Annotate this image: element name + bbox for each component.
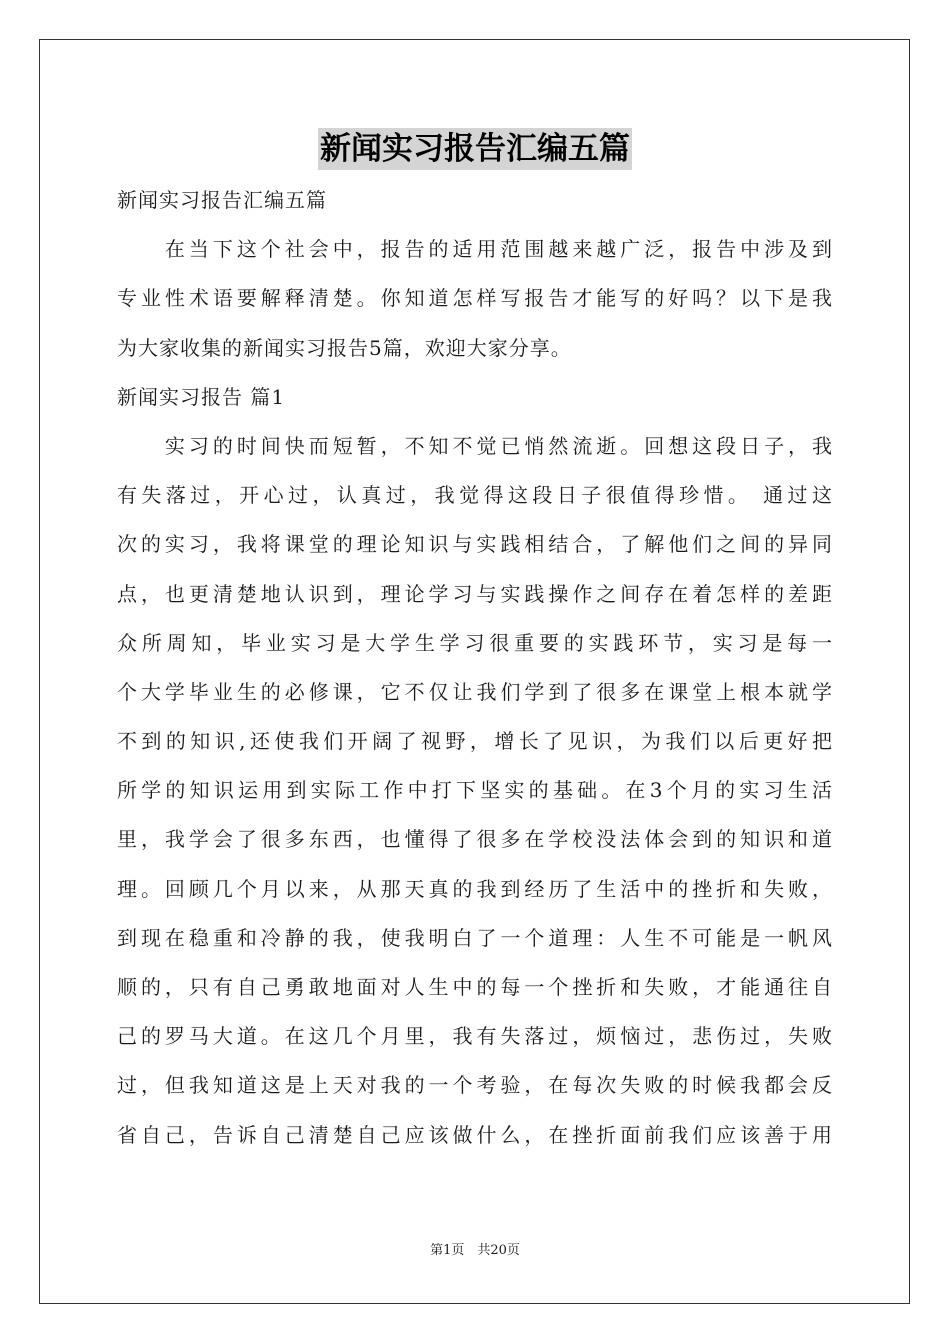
text-line: 里，我学会了很多东西，也懂得了很多在学校没法体会到的知识和道 — [117, 827, 833, 852]
text-line: 新闻实习报告 篇1 — [117, 384, 286, 409]
text-line: 新闻实习报告汇编五篇 — [117, 188, 327, 212]
text-line: 过，但我知道这是上天对我的一个考验，在每次失败的时候我都会反 — [117, 1073, 833, 1098]
text-line: 理。回顾几个月以来，从那天真的我到经历了生活中的挫折和失败， — [117, 876, 833, 901]
text-line: 不到的知识,还使我们开阔了视野，增长了见识，为我们以后更好把 — [117, 729, 833, 754]
text-line: 有失落过，开心过，认真过，我觉得这段日子很值得珍惜。 通过这 — [117, 483, 833, 508]
text-line: 为大家收集的新闻实习报告5篇，欢迎大家分享。 — [117, 335, 572, 360]
text-line: 在当下这个社会中，报告的适用范围越来越广泛，报告中涉及到 — [117, 237, 833, 262]
text-line: 个大学毕业生的必修课，它不仅让我们学到了很多在课堂上根本就学 — [117, 679, 833, 704]
text-line: 己的罗马大道。在这几个月里，我有失落过，烦恼过，悲伤过，失败 — [117, 1024, 833, 1049]
page-footer: 第1页 共20页 — [430, 1243, 520, 1258]
text-line: 到现在稳重和冷静的我，使我明白了一个道理：人生不可能是一帆风 — [117, 925, 833, 950]
text-line: 省自己，告诉自己清楚自己应该做什么，在挫折面前我们应该善于用 — [117, 1122, 833, 1147]
text-line: 次的实习，我将课堂的理论知识与实践相结合，了解他们之间的异同 — [117, 532, 833, 557]
text-line: 实习的时间快而短暂，不知不觉已悄然流逝。回想这段日子，我 — [117, 433, 833, 458]
text-line: 顺的，只有自己勇敢地面对人生中的每一个挫折和失败，才能通往自 — [117, 975, 833, 999]
text-line: 点，也更清楚地认识到，理论学习与实践操作之间存在着怎样的差距 — [117, 581, 833, 606]
document-title: 新闻实习报告汇编五篇 — [318, 128, 632, 170]
title-container — [0, 128, 950, 170]
text-line: 众所周知，毕业实习是大学生学习很重要的实践环节，实习是每一 — [117, 630, 833, 655]
text-line: 所学的知识运用到实际工作中打下坚实的基础。在3个月的实习生活 — [117, 778, 833, 803]
document-body — [117, 176, 833, 1160]
text-line: 专业性术语要解释清楚。你知道怎样写报告才能写的好吗？以下是我 — [117, 286, 833, 311]
